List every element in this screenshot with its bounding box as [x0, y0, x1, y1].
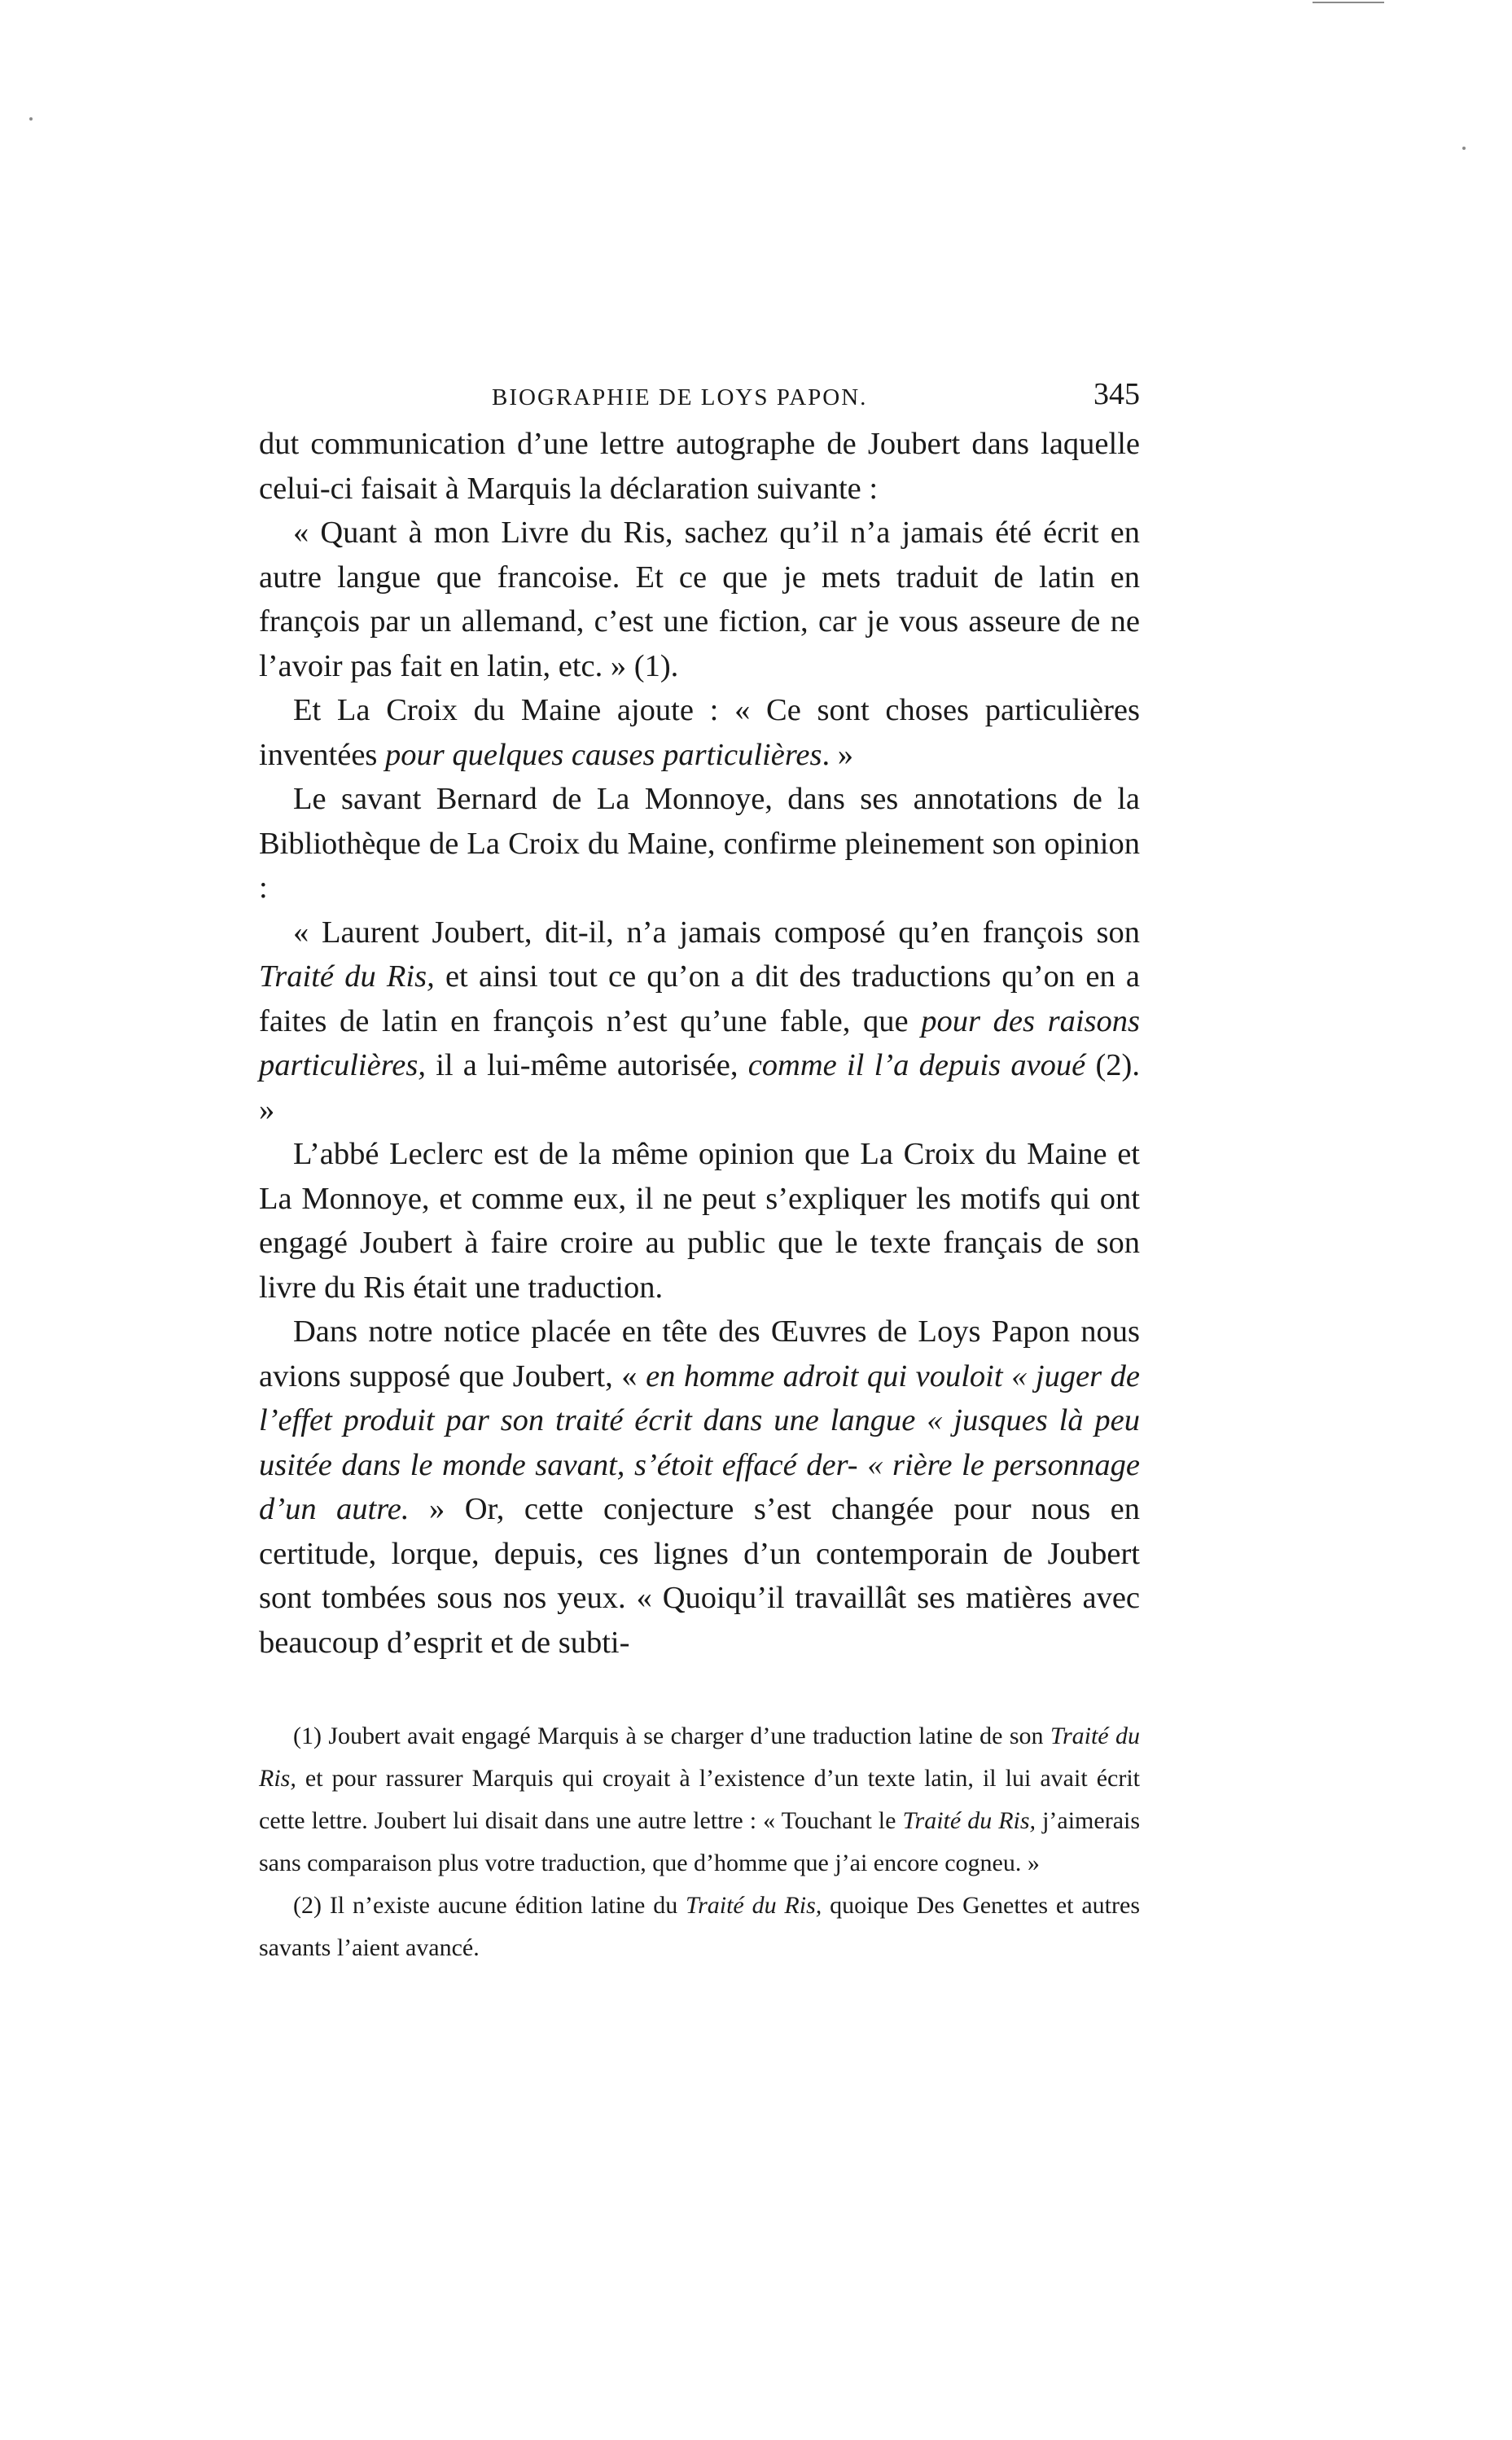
footnote-2: (2) Il n’existe aucune édition latine du Traité du Ris, quoique Des Genettes et autres savants l’aient avancé.	[259, 1892, 1140, 1961]
running-header	[259, 376, 1140, 422]
italic-quote: en homme adroit qui vouloit « juger de l’effet produit par son traité écrit dans une langue « jusques là peu usitée dans le monde savant, s’étoit effacé der- « rière le personnage d’un autre.	[259, 1358, 1141, 1526]
page-number: 345	[1093, 377, 1140, 411]
italic-phrase: pour quelques causes particulières	[385, 737, 822, 772]
italic-phrase: comme il l’a depuis avoué	[747, 1048, 1086, 1082]
scan-speck	[1462, 147, 1466, 150]
italic-title: Traité du Ris,	[259, 1722, 1141, 1792]
paragraph: dut communication d’une lettre autographe de Joubert dans laquelle celui-ci faisait à Marquis la déclaration suivante :	[259, 427, 1140, 506]
footnotes	[259, 1715, 1140, 1969]
italic-title: Traité du Ris,	[902, 1807, 1036, 1834]
body-text	[259, 422, 1140, 1665]
paragraph: Et La Croix du Maine ajoute : « Ce sont choses particulières inventées pour quelques causes particulières. »	[259, 693, 1140, 772]
paragraph: Le savant Bernard de La Monnoye, dans ses annotations de la Bibliothèque de La Croix du Maine, confirme pleinement son opinion :	[259, 782, 1140, 905]
footnote-1: (1) Joubert avait engagé Marquis à se charger d’une traduction latine de son Traité du Ris, et pour rassurer Marquis qui croyait à l’existence d’un texte latin, il lui avait écrit cette lettre. Joubert lui disait dans une autre lettre : « Touchant le Traité du Ris, j’aimerais sans comparaison plus votre traduction, que d’homme que j’ai encore cogneu. »	[259, 1722, 1141, 1876]
scan-speck	[29, 117, 33, 121]
paragraph: Dans notre notice placée en tête des Œuvres de Loys Papon nous avions supposé que Joubert, « en homme adroit qui vouloit « juger de l’effet produit par son traité écrit dans une langue « jusques là peu usitée dans le monde savant, s’étoit effacé der- « rière le personnage d’un autre. » Or, cette conjecture s’est changée pour nous en certitude, lorque, depuis, ces lignes d’un contemporain de Joubert sont tombées sous nos yeux. « Quoiqu’il travaillât ses matières avec beaucoup d’esprit et de subti-	[259, 1314, 1141, 1660]
quote-paragraph: « Quant à mon Livre du Ris, sachez qu’il n’a jamais été écrit en autre langue que francoise. Et ce que je mets traduit de latin en françois par un allemand, c’est une fiction, car je vous asseure de ne l’avoir pas fait en latin, etc. » (1).	[259, 516, 1140, 683]
scan-edge-mark	[1313, 2, 1384, 3]
book-page	[259, 376, 1140, 1969]
quote-paragraph: « Laurent Joubert, dit-il, n’a jamais composé qu’en françois son Traité du Ris, et ainsi tout ce qu’on a dit des traductions qu’on en a faites de latin en françois n’est qu’une fable, que pour des raisons particulières, il a lui-même autorisée, comme il l’a depuis avoué (2). »	[259, 915, 1141, 1127]
italic-title: Traité du Ris,	[686, 1892, 822, 1919]
italic-phrase: pour des raisons particulières,	[259, 1003, 1140, 1082]
running-title: BIOGRAPHIE DE LOYS PAPON.	[492, 384, 868, 410]
paragraph: L’abbé Leclerc est de la même opinion que La Croix du Maine et La Monnoye, et comme eux, il ne peut s’expliquer les motifs qui ont engagé Joubert à faire croire au public que le texte français de son livre du Ris était une traduction.	[259, 1137, 1140, 1305]
italic-title: Traité du Ris,	[259, 959, 435, 994]
